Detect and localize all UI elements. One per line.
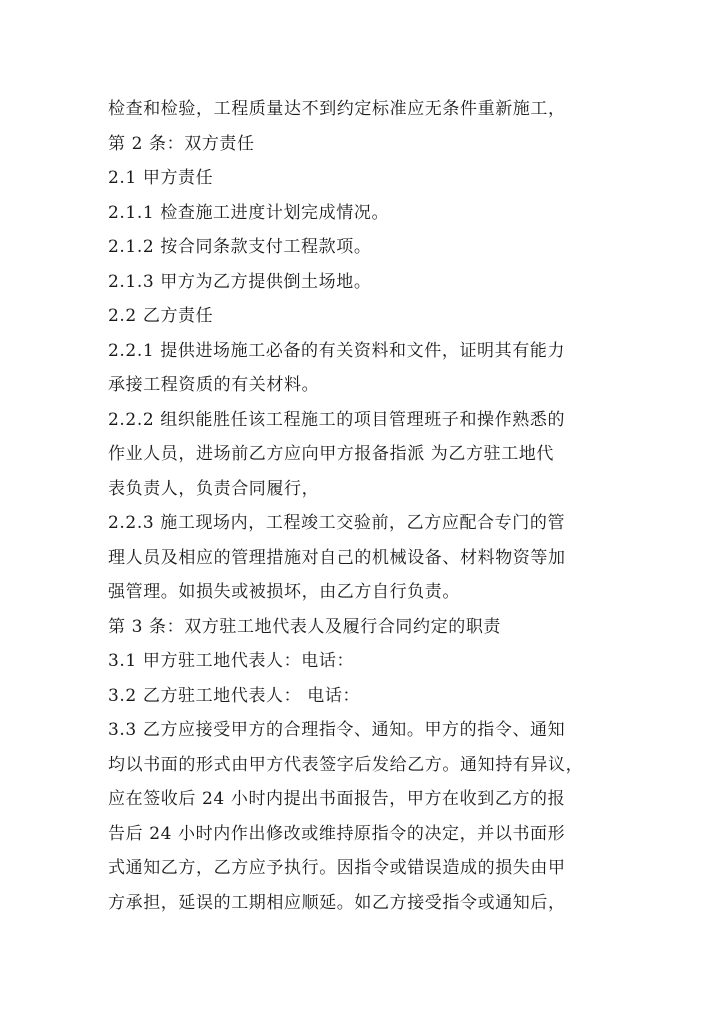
section-heading: 第 3 条：双方驻工地代表人及履行合同约定的职责 xyxy=(108,616,502,637)
text-line: 3.1 甲方驻工地代表人：电话： xyxy=(108,651,355,671)
text-line: 作业人员，进场前乙方应向甲方报备指派 为乙方驻工地代 xyxy=(108,444,555,464)
text-line: 2.2.3 施工现场内，工程竣工交验前，乙方应配合专门的管 xyxy=(108,513,566,533)
text-line: 2.2.2 组织能胜任该工程施工的项目管理班子和操作熟悉的 xyxy=(108,409,566,430)
text-line: 式通知乙方，乙方应予执行。因指令或错误造成的损失由甲 xyxy=(108,858,566,878)
text-line: 强管理。如损失或被损坏，由乙方自行负责。 xyxy=(108,582,460,602)
subsection-heading: 2.1 甲方责任 xyxy=(108,168,214,188)
text-line: 3.2 乙方驻工地代表人： 电话： xyxy=(108,685,361,706)
text-line: 2.2.1 提供进场施工必备的有关资料和文件，证明其有能力 xyxy=(108,340,566,361)
text-line: 2.1.3 甲方为乙方提供倒土场地。 xyxy=(108,271,372,292)
text-line: 方承担，延误的工期相应顺延。如乙方接受指令或通知后， xyxy=(108,892,566,913)
text-line: 3.3 乙方应接受甲方的合理指令、通知。甲方的指令、通知 xyxy=(108,720,566,740)
text-line: 2.1.1 检查施工进度计划完成情况。 xyxy=(108,202,390,223)
text-line: 理人员及相应的管理措施对自己的机械设备、材料物资等加 xyxy=(108,547,566,568)
subsection-heading: 2.2 乙方责任 xyxy=(108,306,214,326)
text-line: 检查和检验，工程质量达不到约定标准应无条件重新施工， xyxy=(108,99,566,119)
section-heading: 第 2 条：双方责任 xyxy=(108,133,255,154)
text-line: 承接工程资质的有关材料。 xyxy=(108,375,320,395)
text-line: 均以书面的形式由甲方代表签字后发给乙方。通知持有异议， xyxy=(108,754,584,775)
text-line: 表负责人，负责合同履行， xyxy=(108,478,320,499)
text-line: 告后 24 小时内作出修改或维持原指令的决定，并以书面形 xyxy=(108,823,566,844)
text-line: 2.1.2 按合同条款支付工程款项。 xyxy=(108,237,372,257)
text-line: 应在签收后 24 小时内提出书面报告，甲方在收到乙方的报 xyxy=(108,789,566,809)
document-body xyxy=(108,92,628,920)
